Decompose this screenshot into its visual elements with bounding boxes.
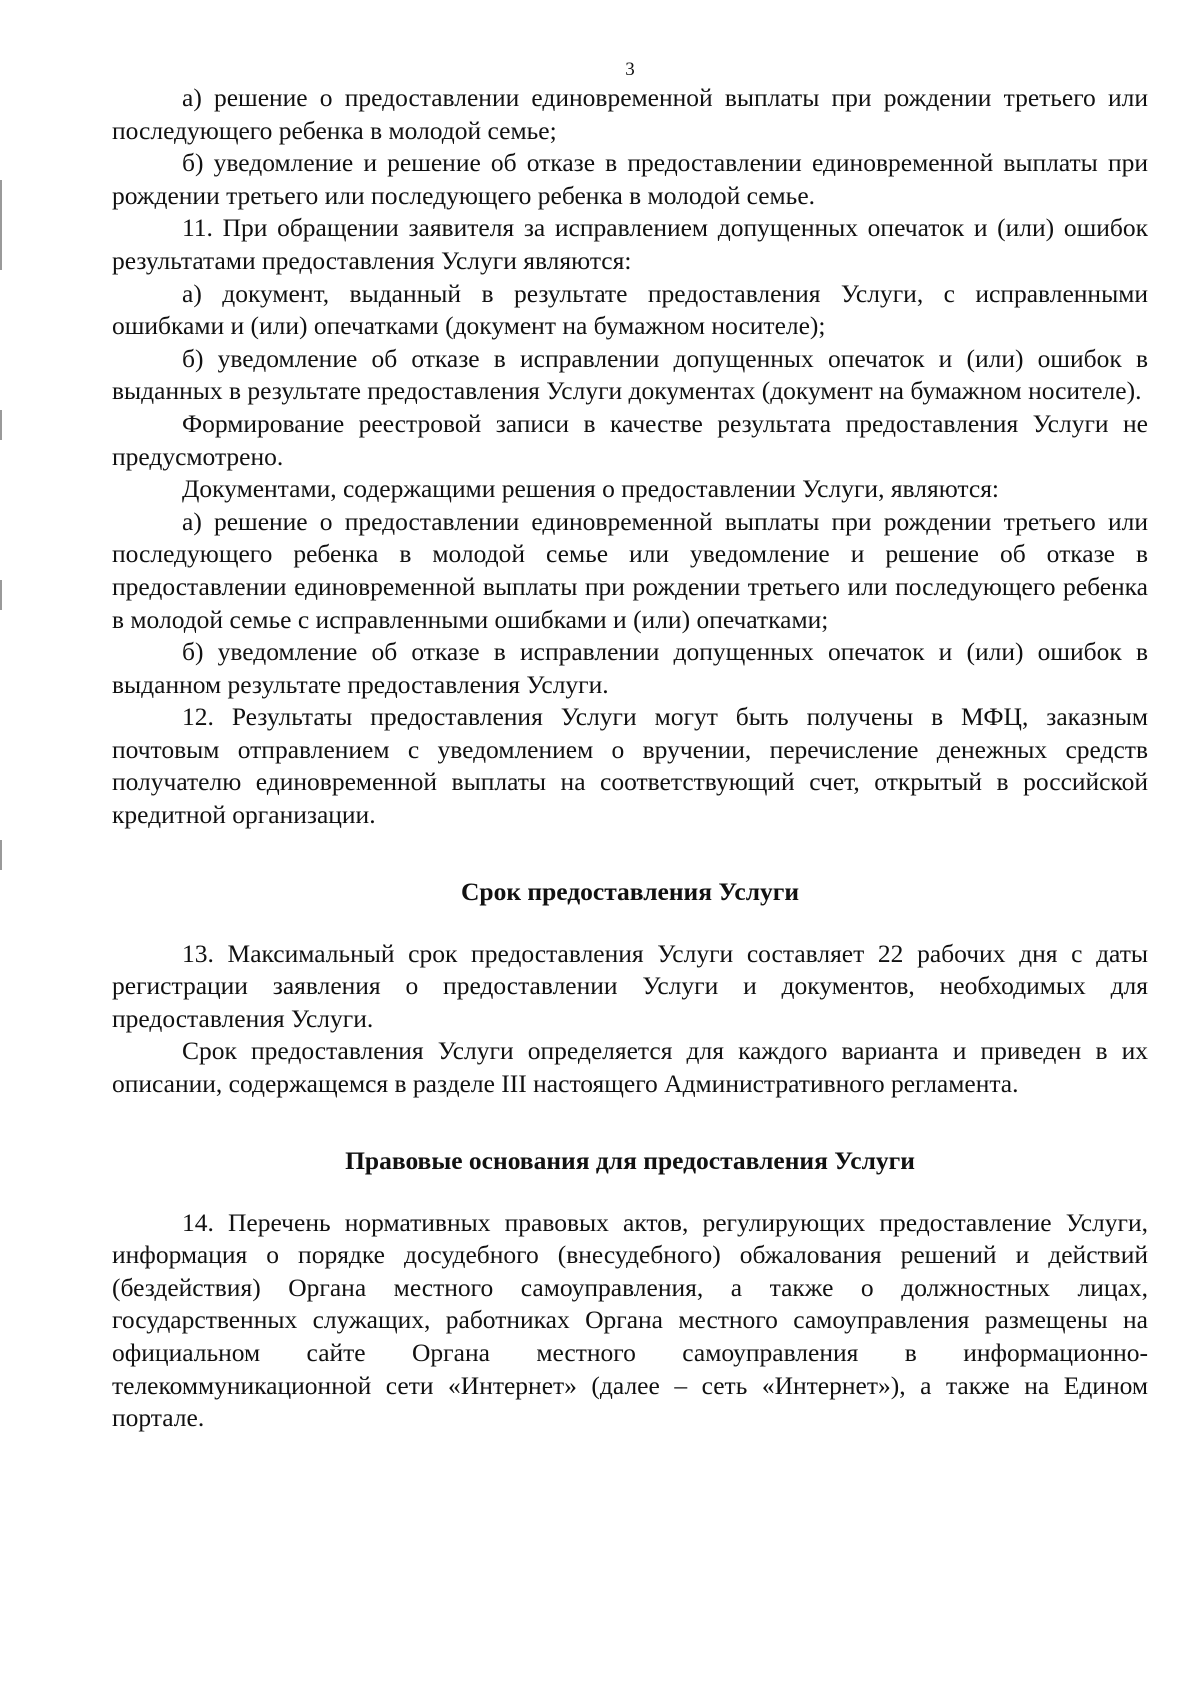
paragraph: Документами, содержащими решения о предоставлении Услуги, являются: [182, 474, 1000, 504]
scan-edge-mark [0, 410, 2, 440]
paragraph: 13. Максимальный срок предоставления Услуги составляет 22 рабочих дня с даты регистрации заявления о предоставлении Услуги и документов, необходимых для предоставления Услуги. [112, 938, 1148, 1033]
section-results [112, 82, 1148, 832]
paragraph: а) решение о предоставлении единовременной выплаты при рождении третьего или последующего ребенка в молодой семье; [112, 83, 1148, 145]
paragraph: 14. Перечень нормативных правовых актов, регулирующих предоставление Услуги, информация о порядке досудебного (внесудебного) обжалования решений и действий (бездействия) Органа местного самоуправления, а также о должностных лицах, государственных служащих, работниках Органа местного самоуправления размещены на официальном сайте Органа местного самоуправления в информационно-телекоммуникационной сети «Интернет» (далее – сеть «Интернет»), а также на Едином портале. [112, 1207, 1148, 1433]
scan-edge-mark [0, 840, 2, 870]
page-number: 3 [625, 59, 635, 80]
spacer [112, 1177, 1148, 1207]
scan-edge-mark [0, 180, 2, 270]
scan-edge-mark [0, 580, 2, 610]
spacer [112, 908, 1148, 938]
paragraph: б) уведомление об отказе в исправлении допущенных опечаток и (или) ошибок в выданном результате предоставления Услуги. [112, 637, 1148, 699]
paragraph: а) документ, выданный в результате предоставления Услуги, с исправленными ошибками и (или) опечатками (документ на бумажном носителе); [112, 278, 1148, 341]
paragraph: 12. Результаты предоставления Услуги могут быть получены в МФЦ, заказным почтовым отправлением с уведомлением о вручении, перечисление денежных средств получателю единовременной выплаты на соответствующий счет, открытый в российской кредитной организации. [112, 702, 1148, 830]
spacer [112, 1101, 1148, 1145]
section-term [112, 938, 1148, 1101]
spacer [112, 832, 1148, 876]
paragraph: Формирование реестровой записи в качестве результата предоставления Услуги не предусмотрено. [112, 408, 1148, 471]
paragraph: б) уведомление об отказе в исправлении допущенных опечаток и (или) ошибок в выданных в результате предоставления Услуги документах (документ на бумажном носителе). [112, 343, 1148, 406]
paragraph: Срок предоставления Услуги определяется для каждого варианта и приведен в их описании, содержащемся в разделе III настоящего Административного регламента. [112, 1036, 1148, 1099]
section-heading-legal-basis: Правовые основания для предоставления Услуги [345, 1145, 915, 1175]
paragraph: а) решение о предоставлении единовременной выплаты при рождении третьего или последующего ребенка в молодой семье или уведомление и решение об отказе в предоставлении единовременной выплаты при рождении третьего или последующего ребенка в молодой семье с исправленными ошибками и (или) опечатками; [112, 506, 1148, 634]
section-heading-term: Срок предоставления Услуги [460, 876, 800, 906]
document-page [112, 58, 1148, 1435]
paragraph: 11. При обращении заявителя за исправлением допущенных опечаток и (или) ошибок результатами предоставления Услуги являются: [112, 213, 1148, 275]
paragraph: б) уведомление и решение об отказе в предоставлении единовременной выплаты при рождении третьего или последующего ребенка в молодой семье. [112, 148, 1148, 210]
section-legal-basis [112, 1207, 1148, 1435]
